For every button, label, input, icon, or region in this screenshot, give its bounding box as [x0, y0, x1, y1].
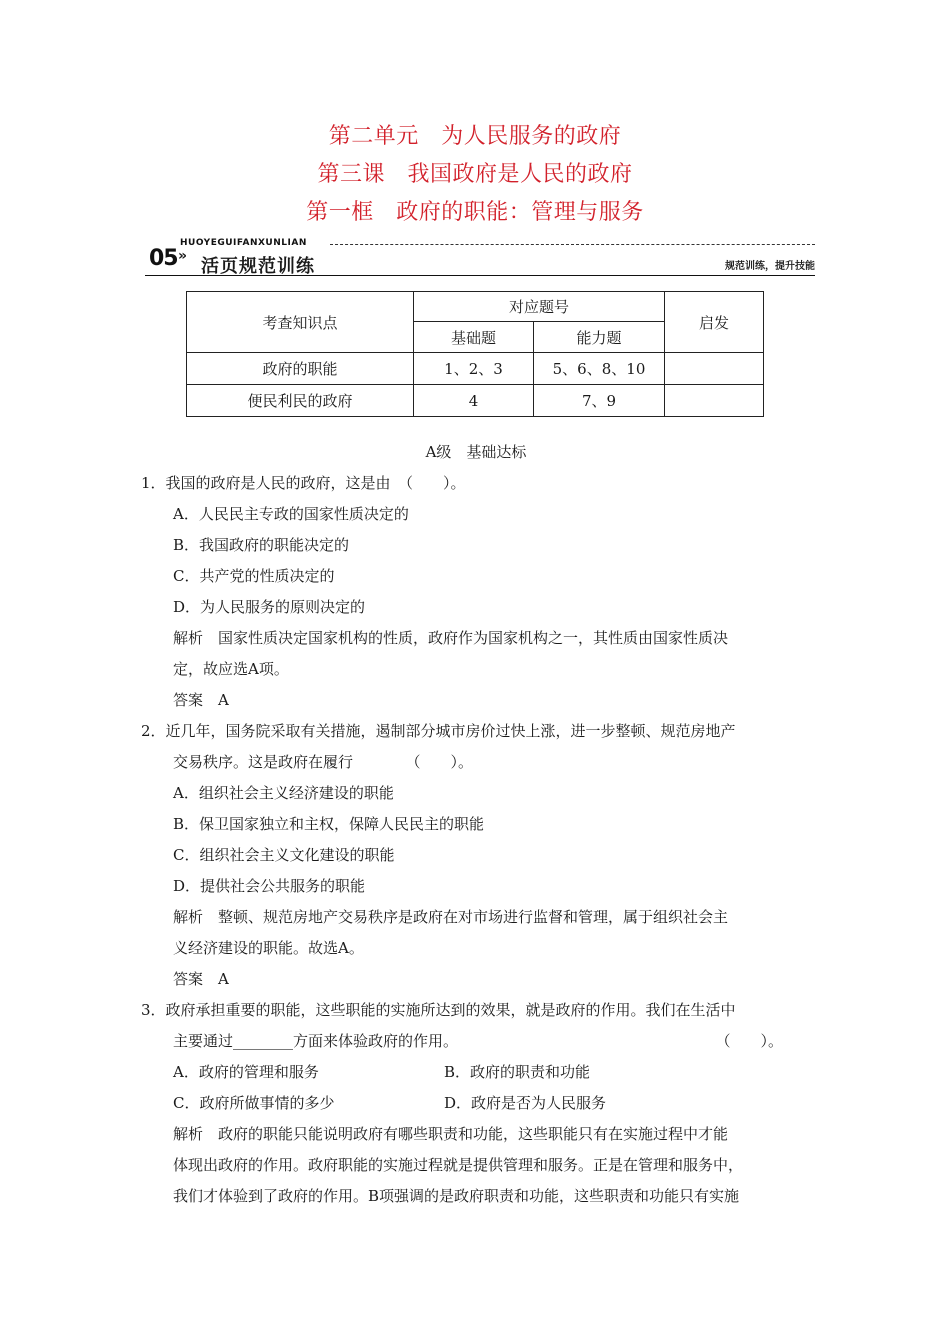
- answer-paren: （ ）。: [715, 1032, 783, 1050]
- option-row: [141, 1088, 811, 1119]
- option-c: C．组织社会主义文化建设的职能: [173, 846, 395, 864]
- row-basic: 1、2、3: [414, 353, 534, 385]
- option-c: C．共产党的性质决定的: [173, 567, 335, 585]
- exercise-content: [141, 437, 811, 1212]
- banner-number: 05: [149, 246, 178, 271]
- answer: 答案 A: [173, 691, 229, 709]
- banner-dashed-rule: [330, 244, 815, 245]
- banner-pinyin: HUOYEGUIFANXUNLIAN: [180, 238, 307, 248]
- question-stem: 3．政府承担重要的职能，这些职能的实施所达到的效果，就是政府的作用。我们在生活中: [141, 1001, 736, 1019]
- option-b: B．我国政府的职能决定的: [173, 536, 350, 554]
- stem-text: 主要通过________方面来体验政府的作用。: [173, 1032, 459, 1050]
- option-d: D．政府是否为人民服务: [444, 1094, 607, 1112]
- question-stem: 1．我国的政府是人民的政府，这是由 （ ）。: [141, 474, 466, 492]
- table-row: [187, 353, 764, 385]
- title-block: [0, 118, 950, 232]
- table-row: [187, 385, 764, 417]
- header-basic: 基础题: [414, 322, 534, 353]
- analysis-line: 解析 整顿、规范房地产交易秩序是政府在对市场进行监督和管理，属于组织社会主: [173, 908, 729, 926]
- option-c: C．政府所做事情的多少: [173, 1094, 335, 1112]
- question-stem-cont: 交易秩序。这是政府在履行 （ ）。: [173, 753, 474, 771]
- row-topic: 政府的职能: [187, 353, 414, 385]
- option-a: A．政府的管理和服务: [173, 1063, 319, 1081]
- frame-title: 第一框 政府的职能：管理与服务: [306, 200, 644, 225]
- banner-rule: [145, 275, 815, 276]
- answer: 答案 A: [173, 970, 229, 988]
- option-row: [141, 1057, 811, 1088]
- row-ability: 7、9: [534, 385, 665, 417]
- header-questions: 对应题号: [414, 292, 665, 322]
- option-b: B．政府的职责和功能: [444, 1063, 591, 1081]
- row-topic: 便民利民的政府: [187, 385, 414, 417]
- row-ability: 5、6、8、10: [534, 353, 665, 385]
- row-basic: 4: [414, 385, 534, 417]
- banner-slogan: 规范训练，提升技能: [725, 261, 815, 272]
- knowledge-table: [186, 291, 764, 417]
- option-d: D．为人民服务的原则决定的: [173, 598, 366, 616]
- banner-section-title: 活页规范训练: [201, 256, 315, 277]
- section-heading: A级 基础达标: [425, 443, 527, 461]
- row-insight: [665, 353, 764, 385]
- analysis-line: 体现出政府的作用。政府职能的实施过程就是提供管理和服务。正是在管理和服务中，: [173, 1156, 744, 1174]
- header-ability: 能力题: [534, 322, 665, 353]
- lesson-title: 第三课 我国政府是人民的政府: [317, 162, 633, 187]
- question-stem: 2．近几年，国务院采取有关措施，遏制部分城市房价过快上涨，进一步整顿、规范房地产: [141, 722, 736, 740]
- unit-title: 第二单元 为人民服务的政府: [328, 124, 622, 149]
- option-d: D．提供社会公共服务的职能: [173, 877, 366, 895]
- section-banner: [145, 238, 815, 278]
- header-insight: 启发: [665, 292, 764, 353]
- analysis-line: 解析 国家性质决定国家机构的性质，政府作为国家机构之一，其性质由国家性质决: [173, 629, 729, 647]
- row-insight: [665, 385, 764, 417]
- analysis-line: 我们才体验到了政府的作用。B项强调的是政府职责和功能，这些职责和功能只有实施: [173, 1187, 740, 1205]
- analysis-line: 定，故应选A项。: [173, 660, 289, 678]
- question-stem-cont: [141, 1026, 811, 1057]
- option-a: A．组织社会主义经济建设的职能: [173, 784, 394, 802]
- analysis-line: 义经济建设的职能。故选A。: [173, 939, 364, 957]
- header-topic: 考查知识点: [187, 292, 414, 353]
- analysis-line: 解析 政府的职能只能说明政府有哪些职责和功能，这些职能只有在实施过程中才能: [173, 1125, 729, 1143]
- option-a: A．人民民主专政的国家性质决定的: [173, 505, 409, 523]
- double-chevron-icon: »: [178, 248, 188, 264]
- option-b: B．保卫国家独立和主权，保障人民民主的职能: [173, 815, 485, 833]
